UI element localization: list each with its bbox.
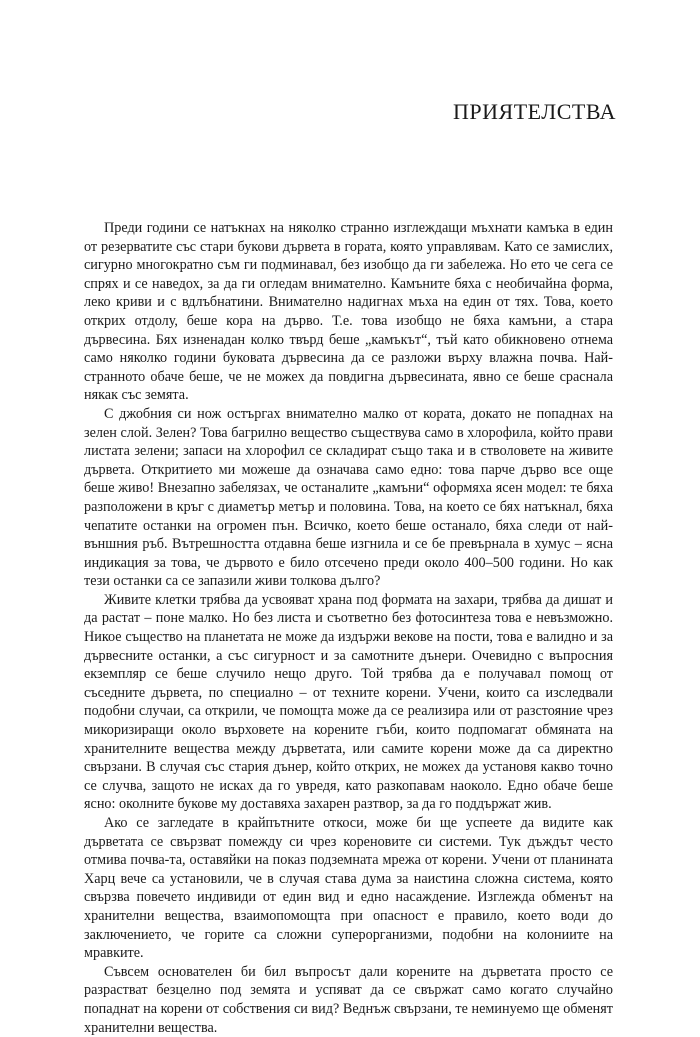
chapter-body bbox=[84, 219, 613, 1037]
paragraph: Живите клетки трябва да усвояват храна под формата на захари, трябва да дишат и да растат – поне малко. Но без листа и съответно без фотосинтеза това е невъзможно. Никое същество на планетата не може да издържи векове на пости, това е валидно и за дървесните останки, а със сигурност и за самотните дънери. Очевидно с въпросния екземпляр се беше случило нещо друго. Той трябва да е получавал помощ от съседните дървета, по специално – от техните корени. Учени, които са изследвали подобни случаи, са открили, че помощта може да се реализира или от разстояние чрез микоризиращи около върховете на корените гъби, които подпомагат обмяната на хранителните вещества между дърветата, или самите корени може да са директно свързани. В случая със стария дънер, който открих, не можех да установя какво точно се случва, защото не исках да го увредя, като разкопавам наоколо. Едно обаче беше ясно: околните букове му доставяха захарен разтвор, за да го поддържат жив. bbox=[84, 591, 613, 813]
paragraph: Съвсем основателен би бил въпросът дали корените на дърветата просто се разрастват безцелно под земята и успяват да се свържат само когато случайно попаднат на корени от собствения си вид? Веднъж свързани, те неминуемо ще обменят хранителни вещества. bbox=[84, 963, 613, 1036]
chapter-title: ПРИЯТЕЛСТВА bbox=[453, 99, 616, 124]
paragraph: Ако се загледате в крайпътните откоси, може би ще успеете да видите как дърветата се свързват помежду си чрез кореновите си системи. Тук дъждът често отмива почва-та, оставяйки на показ подземната мрежа от корени. Учени от планината Харц вече са установили, че в случая става дума за наистина сложна система, която свързва повечето индивиди от един вид и едно насаждение. Изглежда обменът на хранителни вещества, взаимопомощта при опасност е правило, което води до заключението, че горите са сложни суперорганизми, подобни на колониите на мравките. bbox=[84, 815, 613, 962]
paragraph: С джобния си нож остъргах внимателно малко от кората, докато не попаднах на зелен слой. Зелен? Това багрилно вещество съществува само в хлорофила, който прави листата зелени; запаси на хлорофил се складират също така и в стволовете на живите дървета. Откритието ми можеше да означава само едно: това парче дърво все още беше живо! Внезапно забелязах, че останалите „камъни“ оформяха ясен модел: те бяха разположени в кръг с диаметър метър и половина. Това, на което се бях натъкнал, бяха чепатите останки на огромен пън. Всичко, което беше останало, бяха следи от най-външния ръб. Вътрешността отдавна беше изгнила и се бе превърнала в хумус – ясна индикация за това, че дървото е било отсечено преди около 400–500 години. Но как тези останки са се запазили живи толкова дълго? bbox=[84, 405, 613, 590]
paragraph: Преди години се натъкнах на няколко странно изглеждащи мъхнати камъка в един от резерватите със стари букови дървета в гората, която управлявам. Като се замислих, сигурно многократно съм ги подминавал, без изобщо да ги забележа. Но ето че сега се спрях и се наведох, за да ги огледам внимателно. Камъните бяха с необичайна форма, леко криви и с вдлъбнатини. Внимателно надигнах мъха на един от тях. Това, което открих отдолу, беше кора на дърво. Т.е. това изобщо не бяха камъни, а стара дървесина. Бях изненадан колко твърд беше „камъкът“, тъй като обикновено отнема само няколко години буковата дървесина да се разложи върху влажна почва. Най-странното обаче беше, че не можех да повдигна дървесината, явно се беше сраснала някак със земята. bbox=[84, 220, 613, 404]
